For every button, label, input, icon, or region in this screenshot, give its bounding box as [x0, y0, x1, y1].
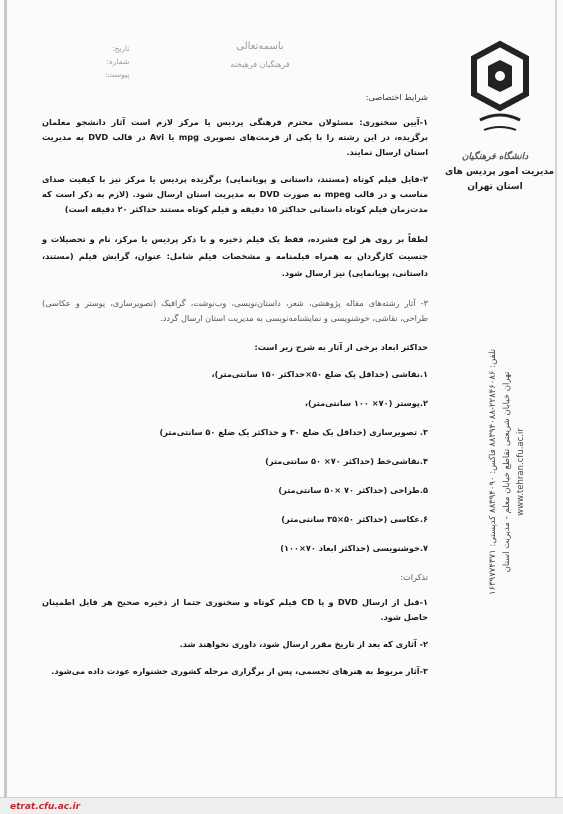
university-logo-icon [470, 40, 530, 145]
date-label: تاریخ: [111, 44, 130, 53]
letterhead-title [210, 38, 310, 74]
number-label: شماره: [106, 57, 130, 66]
university-name: دانشگاه فرهنگیان [461, 152, 529, 162]
motto-text: فرهنگیان فرهیخته [230, 60, 290, 69]
footer-strip [0, 797, 563, 814]
list-item: ۳-آثار مربوط به هنرهای تجسمی، پس از برگزاری مرحله کشوری جشنواره عودت داده می‌شود. [51, 666, 428, 676]
list-item: ۳. تصویرسازی (حداقل یک ضلع ۳۰ و حداکثر یک ضلع ۵۰ سانتی‌متر) [159, 427, 428, 437]
letter-body [42, 90, 428, 679]
list-item: ۲- آثاری که بعد از تاریخ مقرر ارسال شود، داوری نخواهند شد. [179, 639, 428, 649]
dimensions-list [42, 367, 428, 556]
footer-url: etrat.cfu.ac.ir [10, 802, 81, 812]
department-line-1: مدیریت امور پردیس های [445, 167, 555, 177]
condition-item-3: ۳- آثار رشته‌های مقاله پژوهشی، شعر، داستان‌نویسی، وب‌نوشت، گرافیک (تصویرسازی، پوستر و عکاسی) طراحی، نقاشی، خوشنویسی و نمایشنامه‌نویسی به مدیریت استان ارسال گردد. [42, 298, 428, 323]
list-item: ۲.پوستر (۷۰× ۱۰۰ سانتی‌متر)، [304, 398, 428, 408]
notes-title: تذکرات: [400, 572, 428, 582]
condition-item-1: ۱-آیین سخنوری: مسئولان محترم فرهنگی پردیس یا مرکز لازم است آثار دانشجو معلمان برگزیده، در این رشته را با یکی از فرمت‌های تصویری mpg یا Avi در قالب DVD به مدیریت استان ارسال نمایند. [42, 117, 428, 157]
list-item: ۱.نقاشی (حداقل یک ضلع ۵۰×حداکثر ۱۵۰ سانتی‌متر)، [211, 369, 428, 379]
film-instructions: لطفاً بر روی هر لوح فشرده، فقط یک فیلم ذخیره و با ذکر پردیس یا مرکز، نام و تحصیلات و جنسیت کارگردان به همراه فیلمنامه و مشخصات فیلم شامل: عنوان، گرایش فیلم (مستند، داستانی، پویانمایی) نیز ارسال شود. [42, 234, 428, 278]
organization-block [445, 150, 555, 195]
list-item: ۴.نقاشی‌خط (حداکثر ۷۰× ۵۰ سانتی‌متر) [265, 456, 428, 466]
condition-item-2: ۲-فایل فیلم کوتاه (مستند، داستانی و پویانمایی) برگزیده پردیس یا مرکز نیز با کیفیت صدای مناسب و در قالب mpeg به صورت DVD به مدیریت استان ارسال شود. (لازم به ذکر است که مدت‌زمان فیلم کوتاه داستانی حداکثر ۱۵ دقیقه و فیلم کوتاه مستند حداکثر ۲۰ دقیقه است) [42, 174, 428, 214]
department-line-2: استان تهران [467, 182, 523, 192]
dimensions-intro: حداکثر ابعاد برخی از آثار به شرح زیر است: [254, 342, 428, 352]
list-item: ۵.طراحی (حداکثر ۷۰ ×۵۰ سانتی‌متر) [278, 485, 428, 495]
letter-meta [105, 42, 129, 81]
attachment-label: پیوست: [105, 70, 130, 79]
list-item: ۱-قبل از ارسال DVD و یا CD فیلم کوتاه و سخنوری حتما از ذخیره صحیح هر فایل اطمینان حاصل شود. [42, 597, 428, 622]
contact-website: www.tehran.cfu.ac.ir [516, 428, 526, 516]
scan-left-edge [4, 0, 7, 814]
conditions-title: شرایط اختصاصی: [365, 92, 428, 102]
list-item: ۶.عکاسی (حداکثر ۵۰×۳۵ سانتی‌متر) [281, 514, 428, 524]
contact-address: تهران خیابان شریعتی تقاطع خیابان معلم - مدیریت استان [502, 371, 512, 573]
scan-right-edge [555, 0, 557, 814]
notes-list [42, 595, 428, 679]
bismillah-text: باسمه‌تعالی [236, 41, 284, 52]
list-item: ۷.خوشنویسی (حداکثر ابعاد ۷۰×۱۰۰) [280, 543, 428, 553]
vertical-contact-block [486, 322, 528, 622]
contact-phone: تلفن: ۲۲۸۴۶۰۸۶-۸۸۳۹۴۰۸۸ فاکس: ۸۸۳۹۴۰۹۰ کدپستی: ۱۶۳۹۷۷۴۳۷۱ [488, 348, 498, 596]
